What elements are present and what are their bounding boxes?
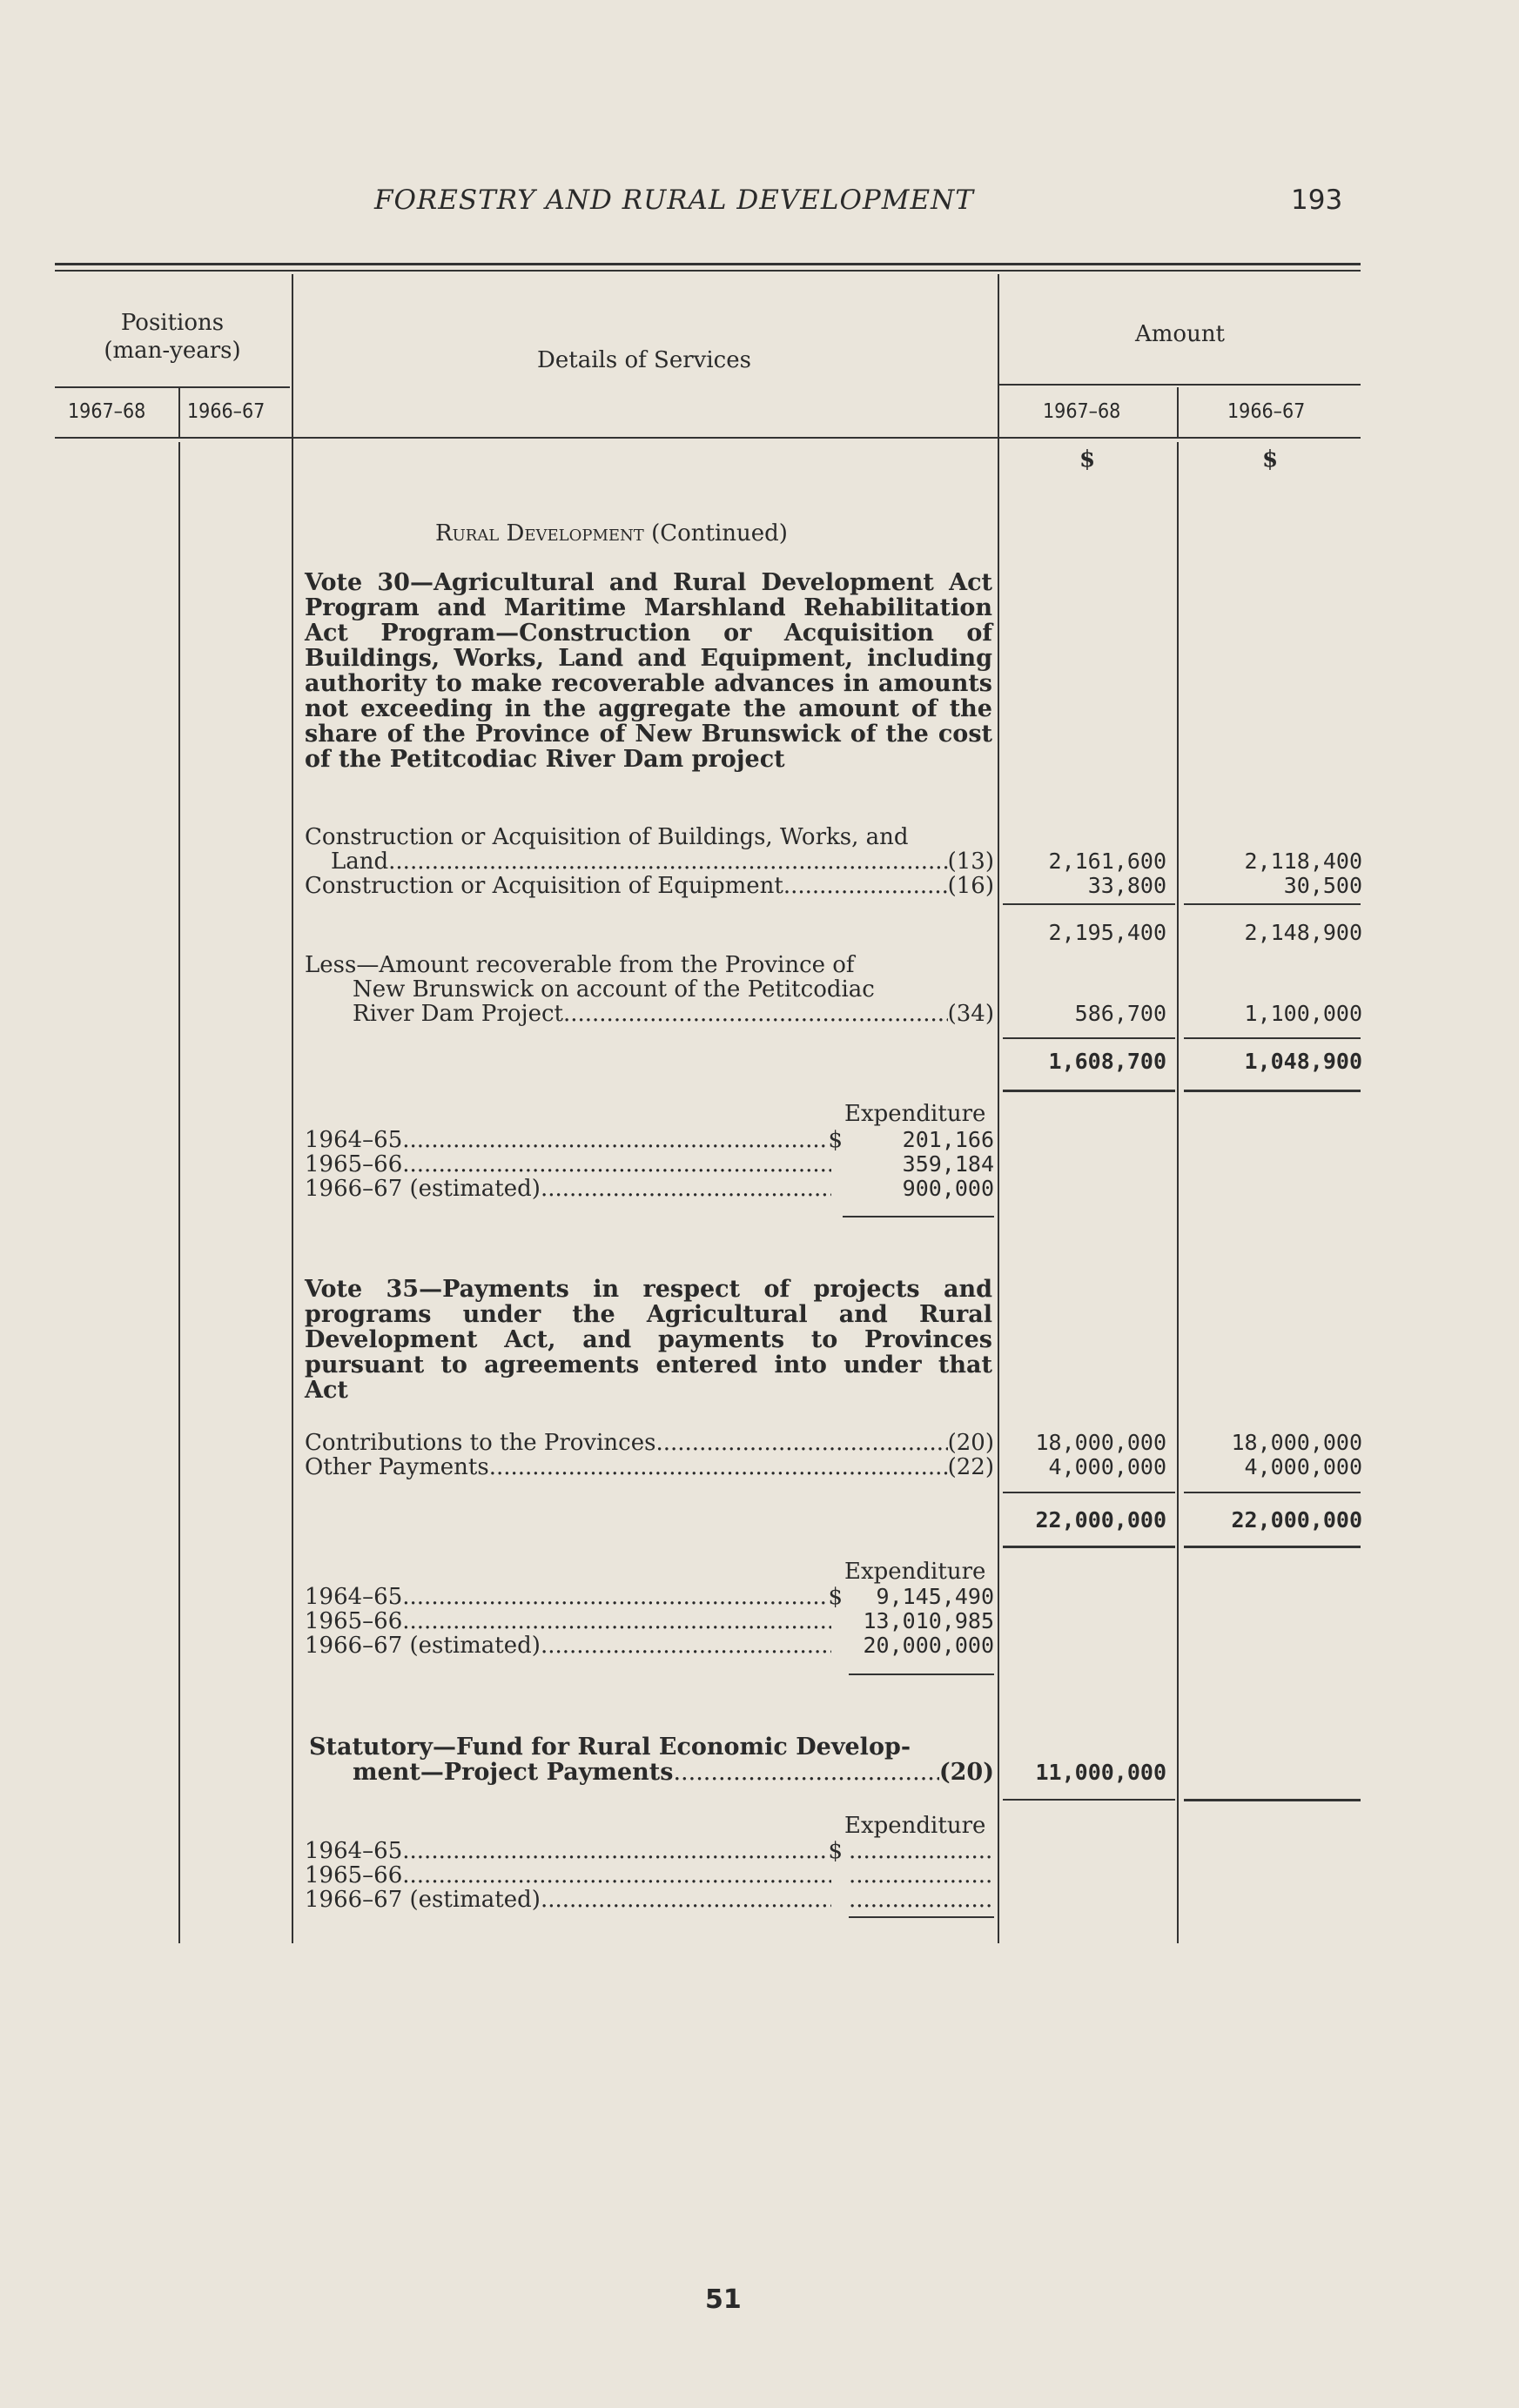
statutory-exp-value-2 [849, 1862, 994, 1888]
statutory-code: (20) [938, 1759, 994, 1786]
amt-year-1966: 1966–67 [1227, 400, 1306, 423]
vote30-total-under-b [1184, 1090, 1361, 1092]
dollar-sign-1966: $ [1262, 446, 1279, 473]
vote35-item2-1966: 4,000,000 [1244, 1454, 1362, 1479]
vote30-total-rule-b [1184, 1037, 1361, 1039]
vote30-total-rule-a [1003, 1037, 1175, 1039]
vote30-less-1966: 1,100,000 [1244, 1001, 1362, 1026]
vote35-total-rule-b [1184, 1492, 1361, 1493]
vote35-item2-1967: 4,000,000 [1048, 1454, 1166, 1479]
vote30-exp-label: Expenditure [844, 1101, 986, 1127]
vote30-exp-year: 1965–66 [305, 1151, 403, 1177]
vote35-item1 [305, 1430, 994, 1456]
statutory-exp-value-3 [849, 1887, 994, 1913]
vote30-exp-row-1 [305, 1127, 843, 1153]
amount-subrule [999, 384, 1361, 386]
statutory-exp-row-1 [305, 1838, 843, 1864]
vote35-item1-1966: 18,000,000 [1231, 1430, 1362, 1455]
vote35-total-1967: 22,000,000 [1035, 1507, 1166, 1533]
vote30-exp-year: 1964–65 [305, 1127, 403, 1153]
vote30-item2-code: (16) [947, 873, 994, 899]
vote35-exp-value: 20,000,000 [863, 1633, 994, 1658]
amount-header: Amount [1134, 321, 1226, 347]
running-title: FORESTRY AND RURAL DEVELOPMENT [374, 184, 974, 216]
vote30-item2-label: Construction or Acquisition of Equipment [305, 873, 783, 899]
vote-30-heading: Vote 30—Agricultural and Rural Development Act Program and Maritime Marshland Rehabilitation Act Program—Construction or Acquisition of Buildings, Works, Land and Equipment, including authority to make recoverable advances in amounts not exceeding in the aggregate the amount of the share of the Province of New Brunswick of the cost of the Petitcodiac River Dam project [305, 569, 992, 773]
vote35-exp-rule [849, 1674, 994, 1675]
statutory-exp-row-2 [305, 1862, 831, 1888]
positions-label: Positions [120, 310, 225, 336]
vote30-total-under-a [1003, 1090, 1175, 1092]
details-header: Details of Services [537, 347, 751, 373]
vote30-exp-value: 201,166 [902, 1127, 994, 1152]
vote30-item2 [305, 873, 994, 899]
vote30-item1-line2 [331, 849, 994, 875]
statutory-1967: 11,000,000 [1035, 1760, 1166, 1785]
vote30-item2-1966: 30,500 [1283, 873, 1362, 898]
statutory-exp-year: 1966–67 (estimated) [305, 1887, 541, 1913]
amt-year-1967: 1967–68 [1043, 400, 1121, 423]
vote30-less-line2: New Brunswick on account of the Petitcodiac [353, 976, 875, 1003]
vote30-total-1966: 1,048,900 [1244, 1049, 1362, 1074]
amount-split-header [1177, 387, 1179, 437]
statutory-line1: Statutory—Fund for Rural Economic Develop- [309, 1734, 911, 1761]
man-years-label: (man-years) [104, 338, 241, 364]
statutory-line2 [353, 1760, 994, 1786]
vote30-exp-dollar: $ [828, 1127, 843, 1153]
vote35-item1-label: Contributions to the Provinces [305, 1430, 656, 1456]
positions-subrule [55, 386, 290, 388]
details-right-line [998, 274, 999, 1943]
vote35-total-under-b [1184, 1546, 1361, 1548]
vote35-total-under-a [1003, 1546, 1175, 1548]
vote35-exp-dollar: $ [828, 1584, 843, 1610]
pos-split-header [178, 387, 180, 437]
statutory-exp-dollar: $ [828, 1838, 843, 1864]
vote30-item1-1967: 2,161,600 [1048, 849, 1166, 874]
pos-split-line [178, 442, 180, 1943]
vote30-item1-code: (13) [947, 849, 994, 875]
vote35-exp-value: 13,010,985 [863, 1608, 994, 1633]
statutory-label: ment—Project Payments [353, 1759, 674, 1786]
vote30-exp-row-2 [305, 1151, 831, 1177]
page-number: 193 [1291, 184, 1343, 216]
dollar-sign-1967: $ [1079, 446, 1096, 473]
vote30-subtotal-1967: 2,195,400 [1048, 920, 1166, 945]
vote35-exp-row-2 [305, 1608, 831, 1634]
statutory-exp-label: Expenditure [844, 1813, 986, 1839]
vote30-exp-year: 1966–67 (estimated) [305, 1176, 541, 1202]
vote30-less-line3 [353, 1001, 994, 1027]
statutory-exp-year: 1965–66 [305, 1862, 403, 1888]
vote35-total-1966: 22,000,000 [1231, 1507, 1362, 1533]
amount-split-line [1177, 442, 1179, 1943]
vote30-subtotal-rule-a [1003, 903, 1175, 905]
header-bottom-rule [55, 437, 1361, 439]
vote30-item1-label: Land [331, 849, 389, 875]
vote35-total-rule-a [1003, 1492, 1175, 1493]
vote35-exp-row-3 [305, 1633, 831, 1659]
vote30-less-1967: 586,700 [1074, 1001, 1166, 1026]
pos-year-1966: 1966–67 [187, 400, 265, 423]
vote35-item2-label: Other Payments [305, 1454, 489, 1480]
vote30-exp-row-3 [305, 1176, 831, 1202]
footer-page-number: 51 [705, 2284, 742, 2315]
vote30-exp-value: 359,184 [902, 1151, 994, 1177]
vote30-subtotal-1966: 2,148,900 [1244, 920, 1362, 945]
details-left-line [292, 274, 293, 1943]
vote35-exp-value: 9,145,490 [876, 1584, 994, 1609]
statutory-exp-value-1 [849, 1838, 994, 1864]
vote30-total-1967: 1,608,700 [1048, 1049, 1166, 1074]
vote35-item1-1967: 18,000,000 [1035, 1430, 1166, 1455]
vote35-item1-code: (20) [947, 1430, 994, 1456]
vote30-exp-rule [843, 1216, 994, 1217]
vote30-item1-line1: Construction or Acquisition of Buildings, Works, and [305, 824, 909, 850]
top-rule-1 [55, 263, 1361, 265]
vote30-exp-value: 900,000 [902, 1176, 994, 1201]
statutory-rule-b [1184, 1799, 1361, 1801]
statutory-exp-row-3 [305, 1887, 831, 1913]
vote35-item2 [305, 1454, 994, 1480]
statutory-exp-year: 1964–65 [305, 1838, 403, 1864]
vote30-item2-1967: 33,800 [1087, 873, 1166, 898]
vote35-item2-code: (22) [947, 1454, 994, 1480]
positions-header [55, 309, 290, 365]
vote35-exp-year: 1966–67 (estimated) [305, 1633, 541, 1659]
vote-35-heading: Vote 35—Payments in respect of projects and programs under the Agricultural and Rural Development Act, and payments to Provinces pursuant to agreements entered into under that Act [305, 1276, 992, 1404]
section-title-continued: (Continued) [651, 520, 788, 547]
vote35-exp-label: Expenditure [844, 1559, 986, 1585]
vote30-less-code: (34) [947, 1001, 994, 1027]
vote30-less-line1: Less—Amount recoverable from the Province of [305, 952, 855, 978]
section-title-name: Rural Development [435, 520, 644, 547]
vote30-less-label: River Dam Project [353, 1001, 563, 1027]
vote35-exp-year: 1965–66 [305, 1608, 403, 1634]
vote30-item1-1966: 2,118,400 [1244, 849, 1362, 874]
section-title [435, 520, 788, 547]
vote30-subtotal-rule-b [1184, 903, 1361, 905]
vote35-exp-year: 1964–65 [305, 1584, 403, 1610]
statutory-exp-rule [849, 1916, 994, 1918]
vote35-exp-row-1 [305, 1584, 843, 1610]
top-rule-2 [55, 270, 1361, 272]
pos-year-1967: 1967–68 [68, 400, 146, 423]
statutory-rule-a [1003, 1799, 1175, 1801]
